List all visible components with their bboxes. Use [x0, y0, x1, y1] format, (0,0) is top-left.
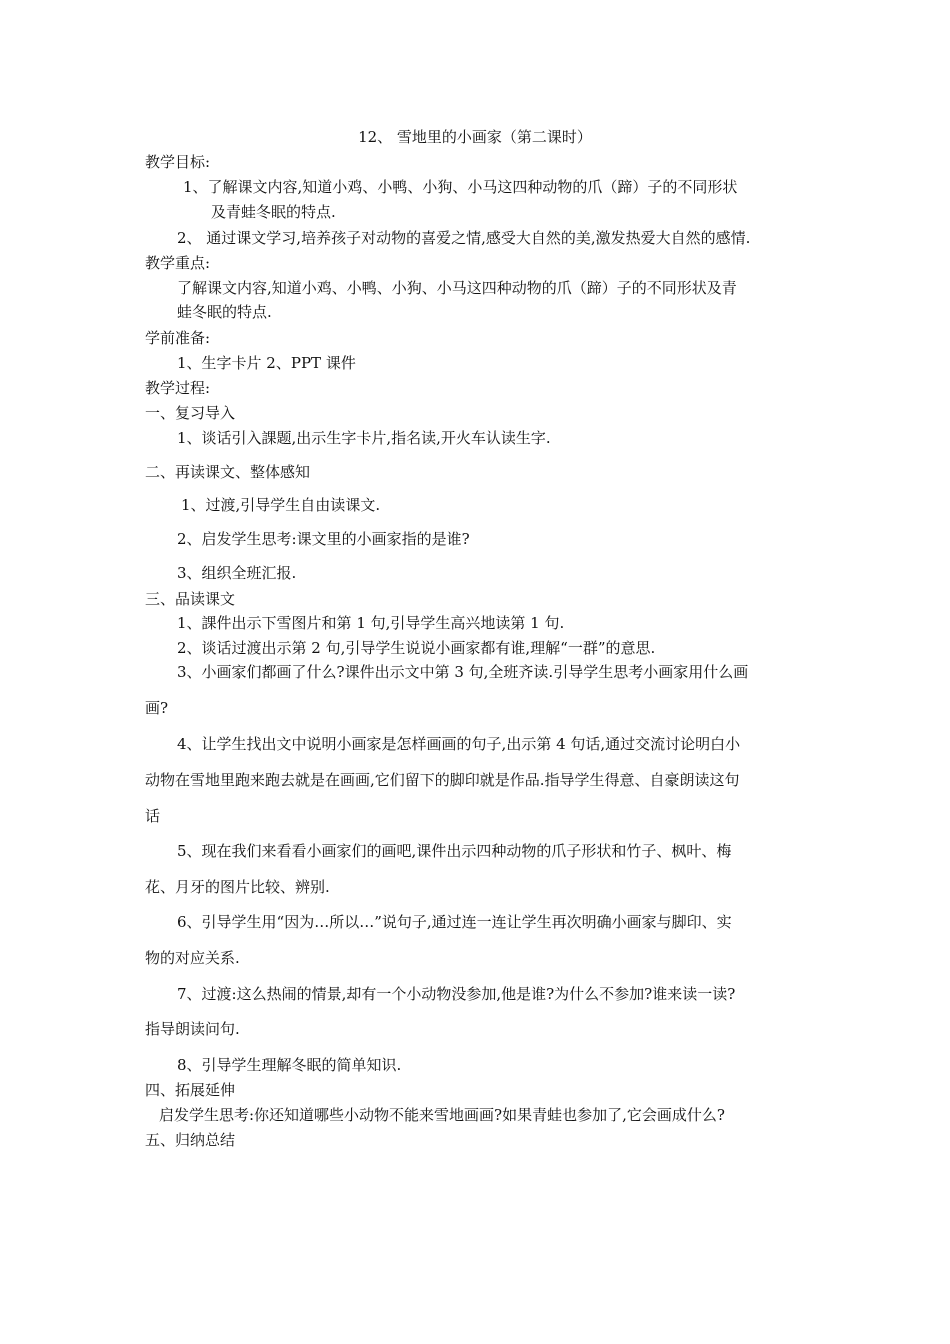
section-3-item-4-cont: 动物在雪地里跑来跑去就是在画画,它们留下的脚印就是作品.指导学生得意、自豪朗读这句: [145, 771, 740, 789]
section-5-heading: 五、归纳总结: [145, 1131, 236, 1149]
section-2-item-3: 3、组织全班汇报.: [177, 564, 297, 582]
section-3-item-4-cont-2: 话: [145, 807, 161, 825]
section-4-heading: 四、拓展延伸: [145, 1081, 236, 1099]
section-3-item-7: 7、过渡:这么热闹的情景,却有一个小动物没参加,他是谁?为什么不参加?谁来读一读?: [177, 985, 736, 1003]
page-title: 12、 雪地里的小画家（第二课时）: [358, 128, 592, 146]
section-2-heading: 二、再读课文、整体感知: [145, 463, 311, 481]
section-2-item-2: 2、启发学生思考:课文里的小画家指的是谁?: [177, 530, 470, 548]
preparation-items: 1、生字卡片 2、PPT 课件: [177, 354, 356, 372]
section-1-item-1: 1、谈话引入課题,出示生字卡片,指名读,开火车认读生字.: [177, 429, 551, 447]
objectives-heading: 教学目标:: [145, 153, 211, 171]
section-3-item-1: 1、課件出示下雪图片和第 1 句,引导学生高兴地读第 1 句.: [177, 614, 565, 632]
section-3-item-2: 2、谈话过渡出示第 2 句,引导学生说说小画家都有谁,理解“一群”的意思.: [177, 639, 656, 657]
section-3-item-3: 3、小画家们都画了什么?课件出示文中第 3 句,全班齐读.引导学生思考小画家用什么画: [177, 663, 749, 681]
objective-item-1-cont: 及青蛙冬眠的特点.: [211, 203, 336, 221]
key-points-text: 了解课文内容,知道小鸡、小鸭、小狗、小马这四种动物的爪（蹄）子的不同形状及青: [177, 279, 737, 297]
preparation-heading: 学前准备:: [145, 329, 211, 347]
section-3-item-4: 4、让学生找出文中说明小画家是怎样画画的句子,出示第 4 句话,通过交流讨论明白小: [177, 735, 741, 753]
section-3-item-6-cont: 物的对应关系.: [145, 949, 240, 967]
objective-item-2: 2、 通过课文学习,培养孩子对动物的喜爱之情,感受大自然的美,激发热爱大自然的感情.: [177, 229, 751, 247]
section-3-item-8: 8、引导学生理解冬眠的简单知识.: [177, 1056, 402, 1074]
key-points-text-cont: 蛙冬眠的特点.: [177, 303, 272, 321]
section-3-item-5-cont: 花、月牙的图片比较、辨别.: [145, 878, 330, 896]
section-4-item-1: 启发学生思考:你还知道哪些小动物不能来雪地画画?如果青蛙也参加了,它会画成什么?: [159, 1106, 725, 1124]
key-points-heading: 教学重点:: [145, 254, 211, 272]
section-2-item-1: 1、过渡,引导学生自由读课文.: [181, 496, 381, 514]
section-3-item-7-cont: 指导朗读问句.: [145, 1020, 240, 1038]
section-3-item-5: 5、现在我们来看看小画家们的画吧,课件出示四种动物的爪子形状和竹子、枫叶、梅: [177, 842, 732, 860]
section-3-item-6: 6、引导学生用“因为…所以…”说句子,通过连一连让学生再次明确小画家与脚印、实: [177, 913, 732, 931]
section-3-heading: 三、品读课文: [145, 590, 236, 608]
process-heading: 教学过程:: [145, 379, 211, 397]
objective-item-1: 1、了解课文内容,知道小鸡、小鸭、小狗、小马这四种动物的爪（蹄）子的不同形状: [183, 178, 738, 196]
section-1-heading: 一、复习导入: [145, 404, 236, 422]
section-3-item-3-cont: 画?: [145, 699, 169, 717]
